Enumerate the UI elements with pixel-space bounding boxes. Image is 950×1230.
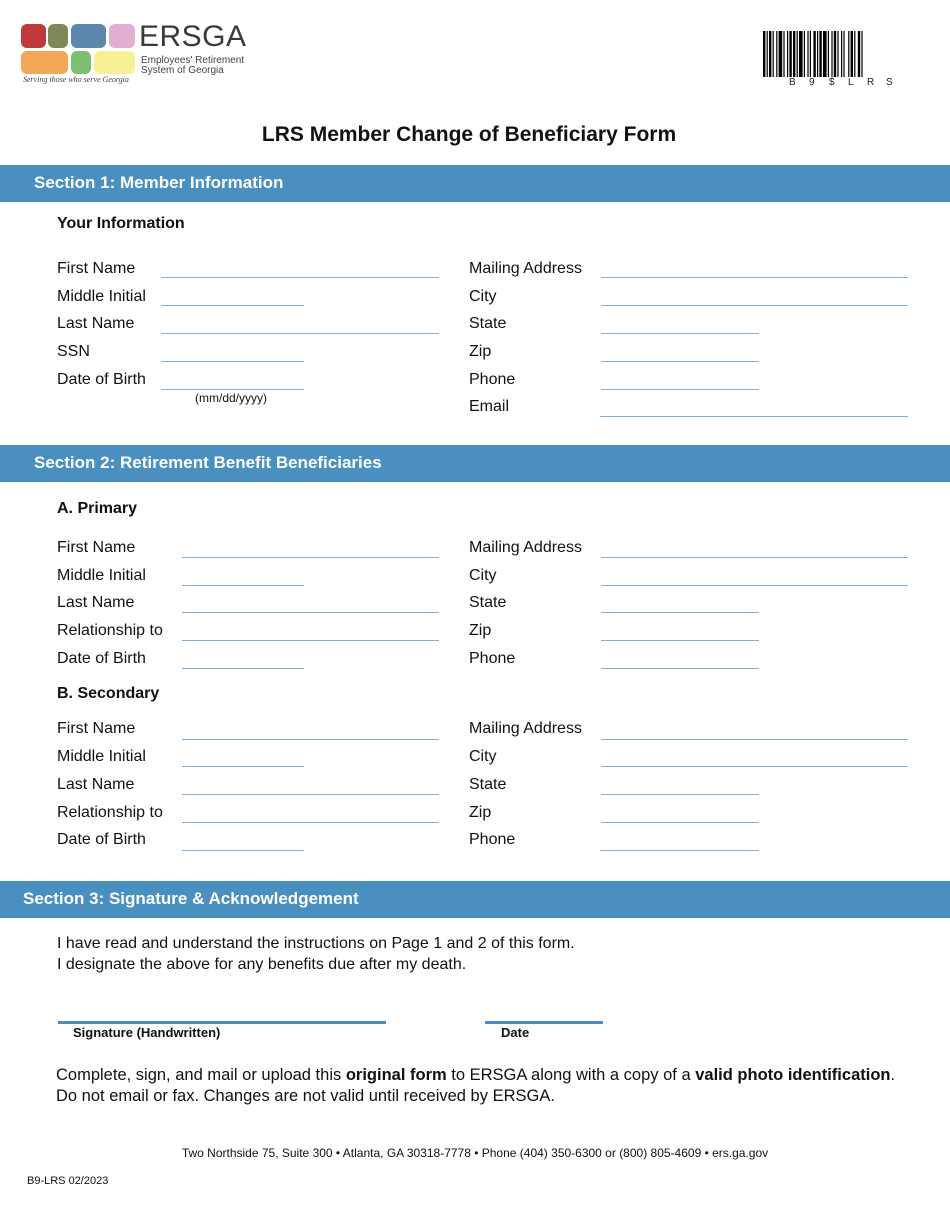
primary-heading: A. Primary (57, 500, 138, 517)
mailing-address-field[interactable] (601, 277, 908, 278)
your-information-heading: Your Information (57, 215, 185, 232)
submission-instructions (56, 1065, 916, 1107)
field-label: Middle Initial (57, 288, 146, 305)
logo-wordmark: ERSGA (139, 20, 247, 53)
barcode-char: B (789, 77, 796, 88)
date-field[interactable] (485, 1021, 603, 1024)
logo-block-pink (109, 24, 135, 48)
field-label: First Name (57, 720, 136, 737)
field-label: Middle Initial (57, 748, 146, 765)
field-label: Phone (469, 371, 516, 388)
footer-address: Two Northside 75, Suite 300 • Atlanta, GA 30318-7778 • Phone (404) 350-6300 or (800) 805-4609 • ers.ga.gov (181, 1146, 769, 1160)
barcode-bar (861, 31, 862, 77)
field-label: Last Name (57, 776, 135, 793)
section1-header (0, 165, 950, 202)
field-label: Mailing Address (469, 720, 582, 737)
acknowledgement-line1: I have read and understand the instructions on Page 1 and 2 of this form. (57, 935, 575, 952)
barcode-bar (783, 31, 784, 77)
section2-heading: Section 2: Retirement Benefit Beneficiaries (34, 453, 382, 472)
field-label: Last Name (57, 594, 135, 611)
dob-format-hint: (mm/dd/yyyy) (195, 391, 267, 405)
instructions-emphasis: original form (345, 1066, 447, 1084)
field-label: Email (469, 398, 510, 415)
field-label: State (469, 594, 507, 611)
secondary-city-field[interactable] (601, 766, 908, 767)
secondary-first-name-field[interactable] (182, 739, 439, 740)
signature-label: Signature (Handwritten) (73, 1025, 221, 1040)
field-label: Mailing Address (469, 260, 582, 277)
field-label: Zip (469, 804, 492, 821)
instructions-text: to ERSGA along with a copy of a (446, 1066, 696, 1084)
barcode-bar (776, 31, 777, 77)
secondary-date-of-birth-field[interactable] (182, 850, 304, 851)
barcode-bar (769, 31, 771, 77)
secondary-relationship-field[interactable] (182, 822, 439, 823)
barcode-bar (851, 31, 853, 77)
secondary-state-field[interactable] (601, 794, 759, 795)
primary-city-field[interactable] (601, 585, 908, 586)
instructions-emphasis: valid photo identification (695, 1066, 891, 1084)
form-title: LRS Member Change of Beneficiary Form (261, 123, 677, 146)
barcode-bar (819, 31, 821, 77)
logo-block-yellow (94, 51, 135, 74)
primary-first-name-field[interactable] (182, 557, 439, 558)
barcode-bar (793, 31, 795, 77)
email-field[interactable] (600, 416, 908, 417)
last-name-field[interactable] (161, 333, 439, 334)
barcode-bar (817, 31, 818, 77)
signature-field[interactable] (58, 1021, 386, 1024)
logo-block-green (71, 51, 91, 74)
logo-tagline: Serving those who serve Georgia (23, 75, 129, 84)
barcode-bar (858, 31, 860, 77)
barcode-bar (763, 31, 765, 77)
primary-last-name-field[interactable] (182, 612, 439, 613)
field-label: City (469, 748, 497, 765)
primary-mailing-address-field[interactable] (601, 557, 908, 558)
section2-header (0, 445, 950, 482)
field-label: Phone (469, 831, 516, 848)
secondary-phone-field[interactable] (600, 850, 759, 851)
field-label: Relationship to (57, 804, 163, 821)
state-field[interactable] (601, 333, 759, 334)
primary-phone-field[interactable] (601, 668, 759, 669)
barcode-bar (837, 31, 838, 77)
field-label: Phone (469, 650, 516, 667)
barcode-char: L (848, 77, 854, 88)
logo-subtitle-line2: System of Georgia (141, 65, 224, 76)
barcode-bar (797, 31, 798, 77)
barcode-bar (799, 31, 803, 77)
primary-middle-initial-field[interactable] (182, 585, 304, 586)
barcode-bar (810, 31, 811, 77)
field-label: Mailing Address (469, 539, 582, 556)
logo-block-olive (48, 24, 68, 48)
barcode-bar (789, 31, 791, 77)
acknowledgement-line2: I designate the above for any benefits due after my death. (57, 956, 467, 973)
barcode-bar (804, 31, 805, 77)
secondary-middle-initial-field[interactable] (182, 766, 304, 767)
phone-field[interactable] (601, 389, 759, 390)
secondary-zip-field[interactable] (601, 822, 759, 823)
field-label: State (469, 776, 507, 793)
barcode-bar (848, 31, 849, 77)
middle-initial-field[interactable] (161, 305, 304, 306)
field-label: State (469, 315, 507, 332)
city-field[interactable] (601, 305, 908, 306)
barcode-bar (773, 31, 774, 77)
barcode-bar (841, 31, 842, 77)
date-of-birth-field[interactable] (161, 389, 304, 390)
barcode-bar (834, 31, 836, 77)
instructions-text: . Do not email or fax. Changes are not valid until received by ERSGA. (56, 1066, 896, 1105)
barcode-char: $ (829, 77, 835, 88)
barcode-char: 9 (809, 77, 815, 88)
barcode-char: R (867, 77, 875, 88)
logo-block-orange (21, 51, 68, 74)
primary-zip-field[interactable] (601, 640, 759, 641)
barcode-bar (807, 31, 808, 77)
barcode-bar (828, 31, 829, 77)
instructions-text: Complete, sign, and mail or upload this (56, 1066, 346, 1084)
secondary-heading: B. Secondary (57, 685, 160, 702)
field-label: SSN (57, 343, 90, 360)
zip-field[interactable] (601, 361, 759, 362)
barcode-bar (787, 31, 788, 77)
field-label: Last Name (57, 315, 135, 332)
field-label: City (469, 288, 497, 305)
barcode-bar (813, 31, 815, 77)
field-label: First Name (57, 539, 136, 556)
form-number: B9-LRS 02/2023 (27, 1175, 109, 1187)
barcode-bar (831, 31, 832, 77)
logo-block-red (21, 24, 46, 48)
barcode-bar (854, 31, 855, 77)
field-label: First Name (57, 260, 136, 277)
secondary-mailing-address-field[interactable] (601, 739, 908, 740)
field-label: Date of Birth (57, 650, 146, 667)
primary-date-of-birth-field[interactable] (182, 668, 304, 669)
primary-relationship-field[interactable] (182, 640, 439, 641)
secondary-last-name-field[interactable] (182, 794, 439, 795)
field-label: Middle Initial (57, 567, 146, 584)
field-label: Date of Birth (57, 831, 146, 848)
section1-heading: Section 1: Member Information (34, 173, 284, 192)
field-label: Relationship to (57, 622, 163, 639)
field-label: Zip (469, 343, 492, 360)
section3-header (0, 881, 950, 918)
field-label: Zip (469, 622, 492, 639)
barcode-bar (843, 31, 844, 77)
barcode-char: S (886, 77, 893, 88)
logo-subtitle-line1: Employees' Retirement (141, 55, 245, 66)
barcode-bar (767, 31, 768, 77)
field-label: City (469, 567, 497, 584)
primary-state-field[interactable] (601, 612, 759, 613)
barcode-bar (823, 31, 827, 77)
logo-block-blue (71, 24, 106, 48)
first-name-field[interactable] (161, 277, 439, 278)
field-label: Date of Birth (57, 371, 146, 388)
barcode (763, 31, 916, 77)
ssn-field[interactable] (161, 361, 304, 362)
date-label: Date (501, 1025, 530, 1040)
section3-heading: Section 3: Signature & Acknowledgement (23, 889, 359, 908)
barcode-bar (779, 31, 783, 77)
